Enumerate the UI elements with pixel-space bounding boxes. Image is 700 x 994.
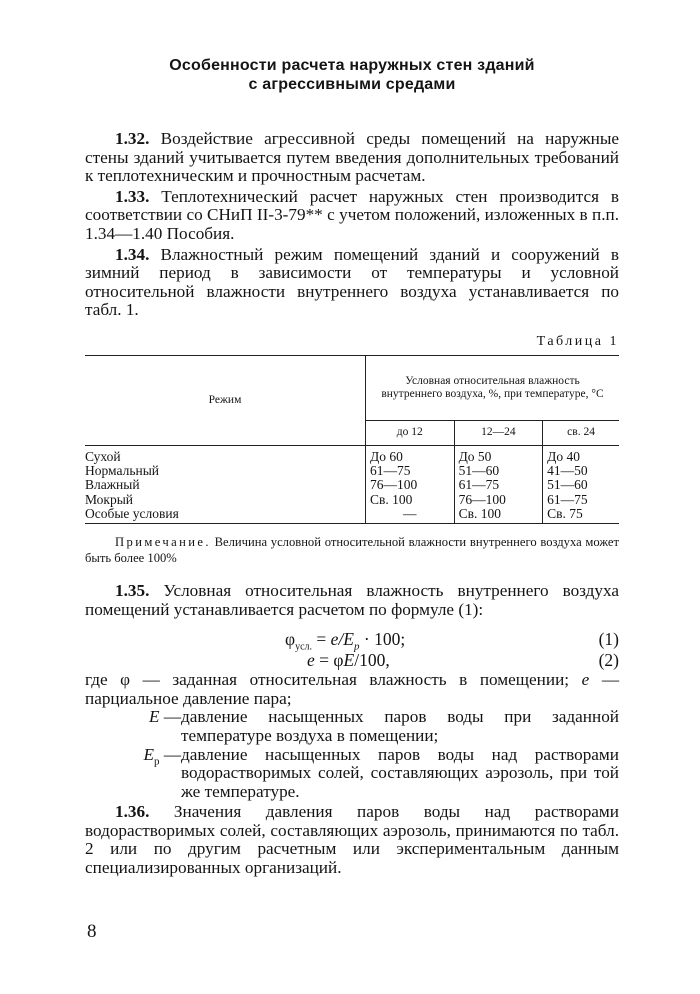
definition-symbol: $E_р$ —	[143, 744, 181, 767]
symbol-subscript: р	[154, 754, 160, 767]
symbol-letter: E	[149, 707, 160, 727]
cell-value: До 40	[543, 445, 619, 464]
header-temp-3: св. 24	[543, 420, 619, 445]
where-explanation	[85, 671, 619, 708]
definition-text: давление насыщенных паров воды над растворами водорастворимых солей, составляющих аэрозоль, при той же температуре.	[181, 744, 619, 801]
cell-value: Св. 100	[366, 493, 455, 507]
cell-value: Св. 75	[543, 507, 619, 524]
symbol-letter: E	[143, 744, 155, 764]
header-humidity-text: Условная относительная влажность внутреннего воздуха, %, при температуре, °С	[381, 374, 604, 400]
document-page	[85, 56, 619, 878]
cell-mode: Особые условия	[85, 507, 366, 524]
cell-mode: Сухой	[85, 448, 121, 464]
formula-2-number: (2)	[598, 650, 619, 671]
cell-value: 51—60	[543, 478, 619, 492]
cell-value: Св. 100	[454, 507, 543, 524]
header-temp-2: 12—24	[454, 420, 543, 445]
cell-value: 76—100	[366, 478, 455, 492]
cell-mode: Нормальный	[85, 463, 160, 479]
paragraph-number: 1.32.	[115, 129, 150, 148]
table-row	[85, 507, 619, 524]
page-number: 8	[87, 921, 97, 942]
cell-value: 41—50	[543, 464, 619, 478]
header-mode: Режим	[85, 355, 366, 445]
cell-value: 61—75	[454, 478, 543, 492]
paragraph-number: 1.34.	[115, 244, 150, 264]
table-row	[85, 445, 619, 464]
cell-value: До 50	[454, 445, 543, 464]
cell-value: 61—75	[366, 464, 455, 478]
cell-mode: Влажный	[85, 477, 140, 493]
note-text: Величина условной относительной влажности внутреннего воздуха может быть более 100%	[85, 534, 619, 565]
formula-2	[85, 650, 619, 671]
paragraph-text: Влажностный режим помещений зданий и сооружений в зимний период в зависимости от температуры и условной относительной влажности внутреннего воздуха устанавливается по табл. 1.	[85, 244, 619, 320]
cell-value: 76—100	[454, 493, 543, 507]
definition-item	[85, 746, 619, 802]
formula-1-expression: $\varphi_{усл.} = e/E_p \cdot 100$;	[285, 629, 406, 653]
paragraph-1-34	[85, 246, 619, 320]
paragraph-number: 1.35.	[115, 580, 150, 600]
title-line-1: Особенности расчета наружных стен зданий	[169, 57, 535, 74]
table-note	[85, 534, 619, 566]
symbol-definitions	[85, 708, 619, 801]
cell-value: До 60	[366, 445, 455, 464]
paragraph-number: 1.36.	[115, 802, 150, 822]
note-label: Примечание.	[115, 534, 211, 549]
table-row	[85, 493, 619, 507]
paragraph-number: 1.33.	[115, 186, 150, 206]
cell-value: 51—60	[454, 464, 543, 478]
humidity-regime-table	[85, 355, 619, 524]
paragraph-1-32	[85, 130, 619, 186]
cell-value: —	[366, 507, 455, 524]
definition-item	[85, 708, 619, 745]
cell-value: 61—75	[543, 493, 619, 507]
paragraph-1-33	[85, 188, 619, 244]
definition-text: давление насыщенных паров воды при заданной температуре воздуха в помещении;	[181, 707, 619, 745]
paragraph-text: Теплотехнический расчет наружных стен производится в соответствии со СНиП II-3-79** с учетом положений, изложенных в п.п. 1.34—1.40 Пособия.	[85, 186, 619, 243]
formula-1	[85, 629, 619, 653]
definition-symbol: E —	[149, 707, 181, 727]
table-row	[85, 464, 619, 478]
formula-1-number: (1)	[598, 629, 619, 650]
paragraph-text: Воздействие агрессивной среды помещений на наружные стены зданий учитывается путем введения дополнительных требований к теплотехническим и прочностным расчетам.	[85, 129, 619, 186]
title-line-2: с агрессивными средами	[248, 76, 456, 93]
paragraph-1-35	[85, 582, 619, 619]
cell-mode: Мокрый	[85, 491, 134, 507]
paragraph-text: Значения давления паров воды над растворами водорастворимых солей, составляющих аэрозоль, принимаются по табл. 2 или по другим расчетным или экспериментальным данным специализированных организаций.	[85, 802, 619, 878]
where-suffix: — парциальное давление пара;	[85, 670, 620, 708]
header-humidity-group	[366, 355, 620, 420]
where-prefix: где φ — заданная относительная влажность в помещении;	[85, 670, 582, 690]
where-symbol-e: e	[581, 670, 590, 690]
section-title	[85, 56, 619, 94]
formula-2-expression: e = φE/100,	[307, 650, 390, 671]
paragraph-1-36	[85, 803, 619, 877]
table-row	[85, 478, 619, 492]
table-caption: Таблица 1	[536, 333, 619, 349]
paragraph-text: Условная относительная влажность внутреннего воздуха помещений устанавливается расчетом по формуле (1):	[85, 580, 619, 619]
header-temp-1: до 12	[366, 420, 455, 445]
